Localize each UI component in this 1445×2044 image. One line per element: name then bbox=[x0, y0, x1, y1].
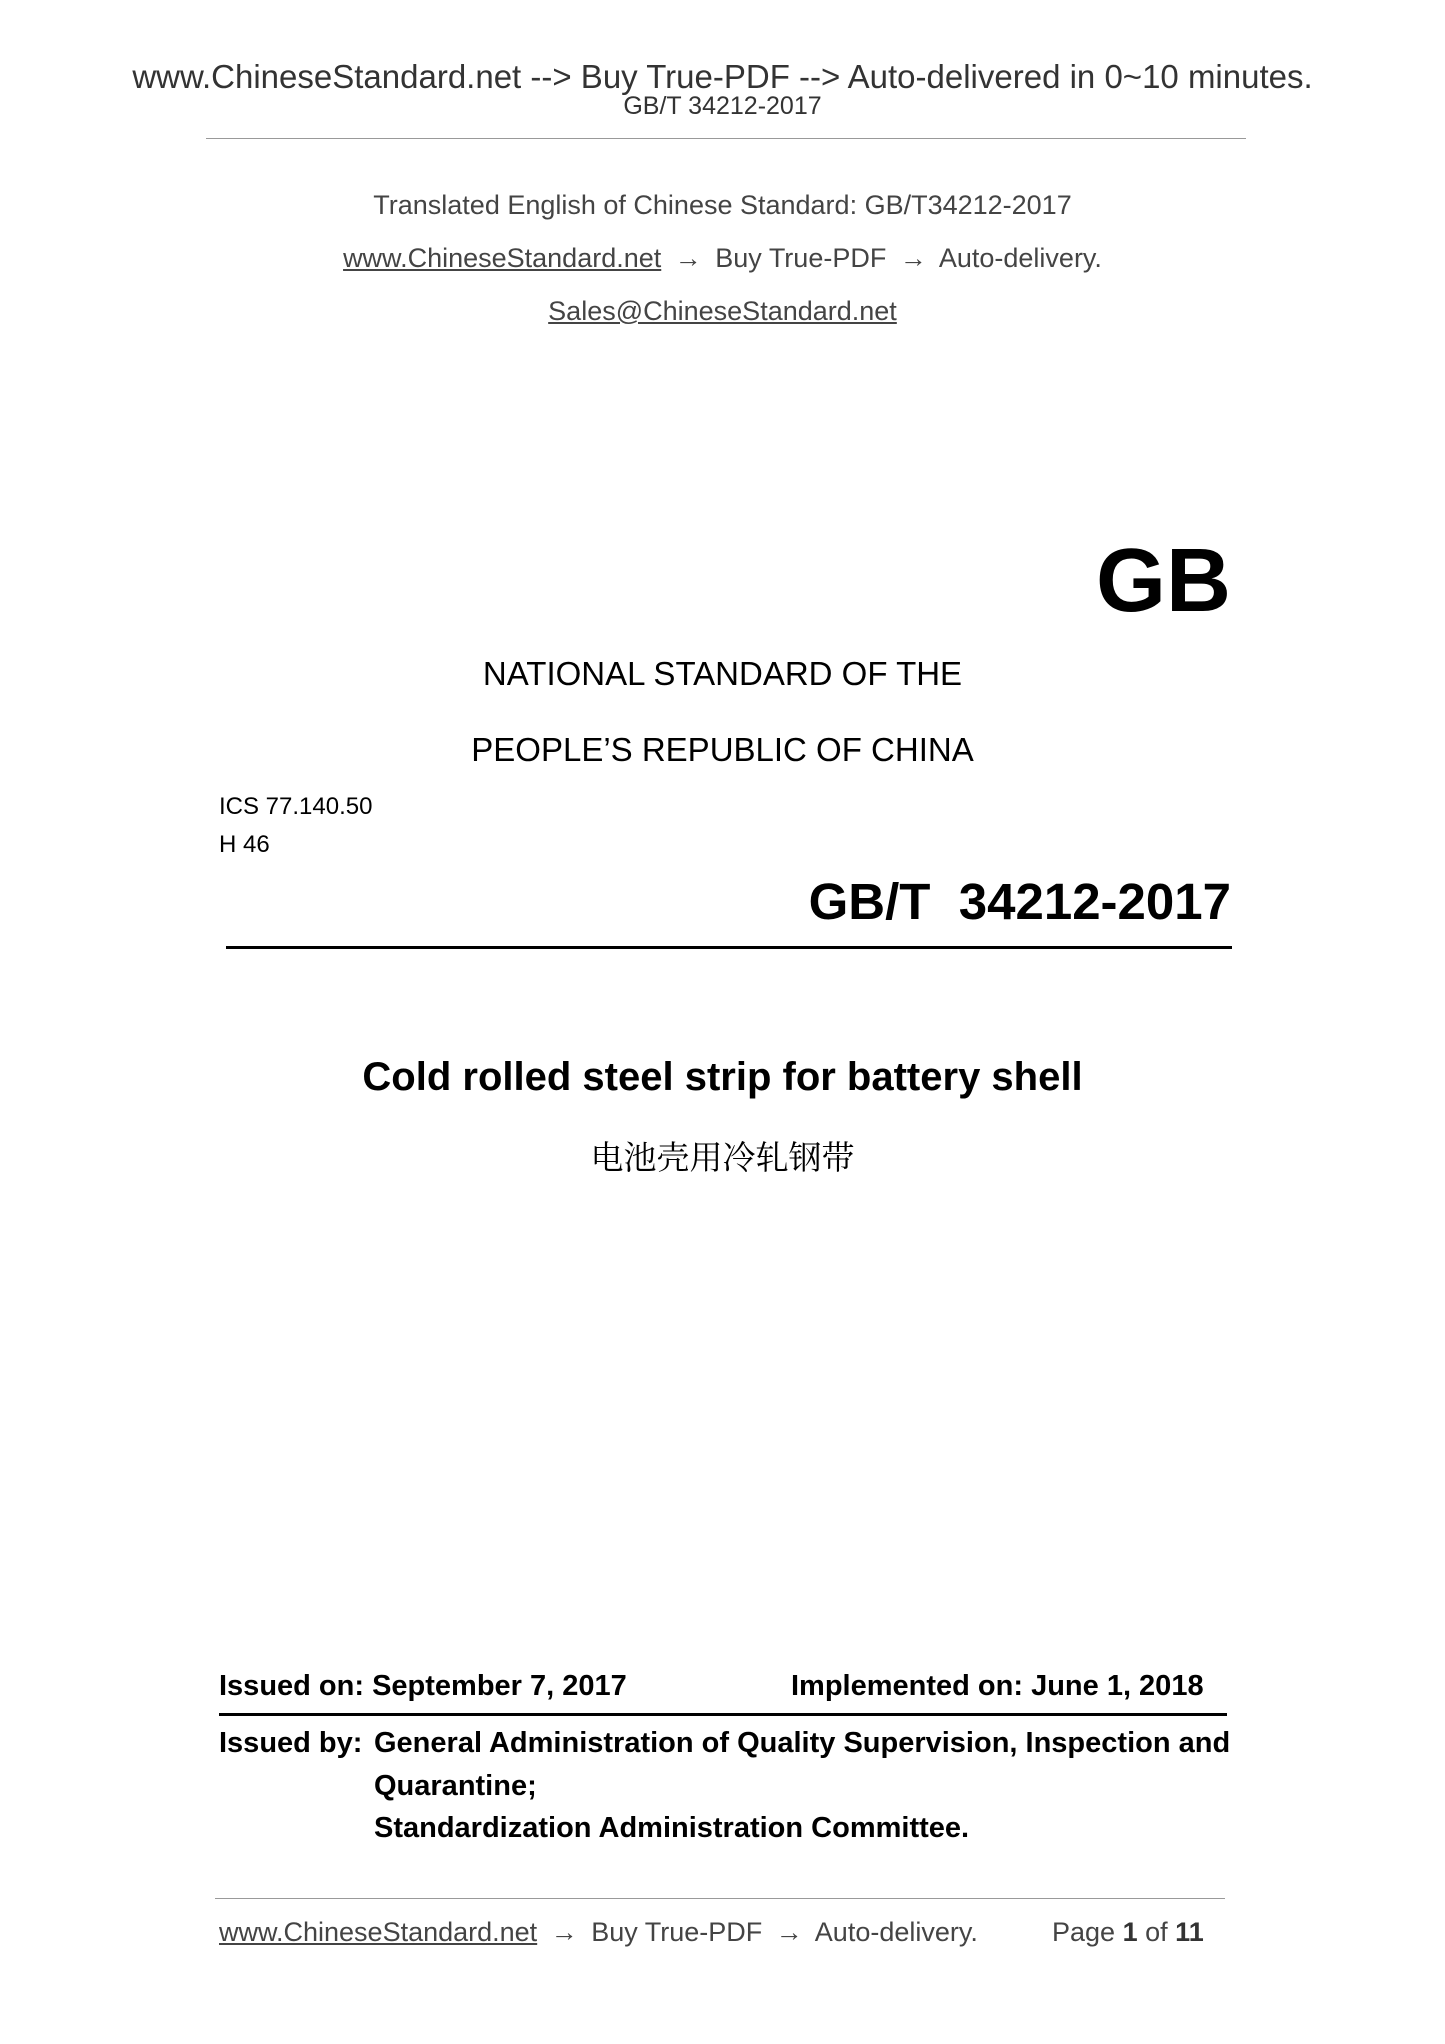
footer-buy-text: Buy True-PDF bbox=[591, 1917, 763, 1947]
issuer-2: Standardization Administration Committee. bbox=[374, 1812, 970, 1844]
footer-delivery-text: Auto-delivery. bbox=[814, 1917, 978, 1947]
arrow-right-icon: → bbox=[899, 243, 927, 273]
page-of: of bbox=[1145, 1917, 1168, 1947]
dates-divider bbox=[219, 1713, 1227, 1716]
title-chinese: 电池壳用冷轧钢带 bbox=[590, 1138, 855, 1177]
national-standard-line1: NATIONAL STANDARD OF THE bbox=[482, 655, 963, 692]
issuer-1-line2: Quarantine; bbox=[374, 1770, 537, 1802]
arrow-right-icon: → bbox=[674, 243, 702, 273]
standard-code: GB/T 34212-2017 bbox=[808, 873, 1231, 930]
page-indicator bbox=[1052, 1917, 1204, 1948]
issued-on: Issued on: September 7, 2017 bbox=[219, 1670, 627, 1702]
title-english: Cold rolled steel strip for battery shell bbox=[362, 1055, 1083, 1099]
ics-code: ICS 77.140.50 bbox=[219, 793, 373, 820]
page-total: 11 bbox=[1175, 1917, 1204, 1947]
issued-by-label: Issued by: bbox=[219, 1727, 363, 1759]
arrow-right-icon: → bbox=[550, 1917, 578, 1947]
classification-code: H 46 bbox=[219, 831, 270, 858]
national-standard-line2: PEOPLE’S REPUBLIC OF CHINA bbox=[471, 731, 974, 768]
implemented-on: Implemented on: June 1, 2018 bbox=[791, 1670, 1204, 1702]
page-current: 1 bbox=[1122, 1917, 1138, 1947]
footer-links bbox=[219, 1917, 978, 1948]
email-link[interactable]: Sales@ChineseStandard.net bbox=[548, 296, 897, 326]
intro-links bbox=[0, 243, 1445, 274]
site-link[interactable]: www.ChineseStandard.net bbox=[343, 243, 662, 273]
email-line bbox=[0, 296, 1445, 327]
code-divider bbox=[226, 946, 1232, 949]
delivery-text: Auto-delivery. bbox=[938, 243, 1102, 273]
page-label: Page bbox=[1052, 1917, 1116, 1947]
footer-divider bbox=[215, 1898, 1225, 1899]
top-banner: www.ChineseStandard.net --> Buy True-PDF --> Auto-delivered in 0~10 minutes. bbox=[132, 58, 1313, 95]
issuer-1-line1: General Administration of Quality Supervision, Inspection and bbox=[374, 1727, 1231, 1759]
header-divider bbox=[206, 138, 1246, 139]
translated-line: Translated English of Chinese Standard: GB/T34212-2017 bbox=[373, 190, 1072, 220]
arrow-right-icon: → bbox=[775, 1917, 803, 1947]
header-standard-code: GB/T 34212-2017 bbox=[623, 92, 822, 120]
buy-text: Buy True-PDF bbox=[715, 243, 887, 273]
footer-site-link[interactable]: www.ChineseStandard.net bbox=[219, 1917, 538, 1947]
gb-logo: GB bbox=[1096, 531, 1231, 631]
